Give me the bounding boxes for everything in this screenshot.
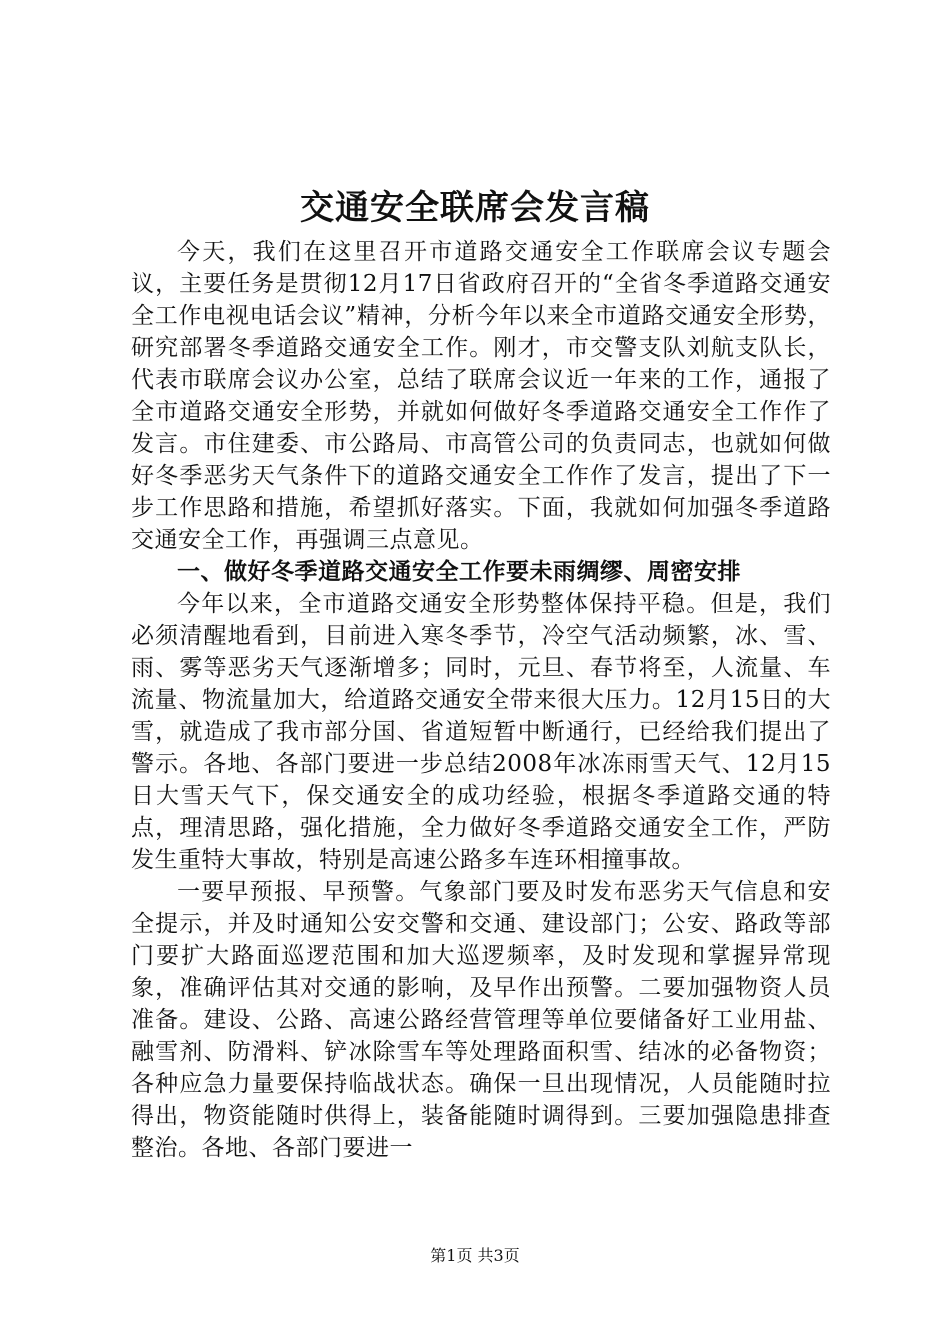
page-footer: 第1页 共3页 xyxy=(430,1246,520,1265)
situation-paragraph: 今年以来，全市道路交通安全形势整体保持平稳。但是，我们必须清醒地看到，目前进入寒冬季节，冷空气活动频繁，冰、雪、雨、雾等恶劣天气逐渐增多；同时，元旦、春节将至，人流量、车流量、物流量加大，给道路交通安全带来很大压力。12月15日的大雪，就造成了我市部分国、省道短暂中断通行，已经给我们提出了警示。各地、各部门要进一步总结2008年冰冻雨雪天气、12月15日大雪天气下，保交通安全的成功经验，根据冬季道路交通的特点，理清思路，强化措施，全力做好冬季道路交通安全工作，严防发生重特大事故，特别是高速公路多车连环相撞事故。 xyxy=(131,591,831,873)
document-title: 交通安全联席会发言稿 xyxy=(300,188,650,228)
section-heading: 一、做好冬季道路交通安全工作要未雨绸缪、周密安排 xyxy=(177,559,741,585)
intro-paragraph: 今天，我们在这里召开市道路交通安全工作联席会议专题会议，主要任务是贯彻12月17日省政府召开的“全省冬季道路交通安全工作电视电话会议”精神，分析今年以来全市道路交通安全形势，研究部署冬季道路交通安全工作。刚才，市交警支队刘航支队长，代表市联席会议办公室，总结了联席会议近一年来的工作，通报了全市道路交通安全形势，并就如何做好冬季道路交通安全工作作了发言。市住建委、市公路局、市高管公司的负责同志，也就如何做好冬季恶劣天气条件下的道路交通安全工作作了发言，提出了下一步工作思路和措施，希望抓好落实。下面，我就如何加强冬季道路交通安全工作，再强调三点意见。 xyxy=(131,239,831,553)
document-body xyxy=(131,236,831,1164)
measures-paragraph: 一要早预报、早预警。气象部门要及时发布恶劣天气信息和安全提示，并及时通知公安交警和交通、建设部门；公安、路政等部门要扩大路面巡逻范围和加大巡逻频率，及时发现和掌握异常现象，准确评估其对交通的影响，及早作出预警。二要加强物资人员准备。建设、公路、高速公路经营管理等单位要储备好工业用盐、融雪剂、防滑料、铲冰除雪车等处理路面积雪、结冰的必备物资；各种应急力量要保持临战状态。确保一旦出现情况，人员能随时拉得出，物资能随时供得上，装备能随时调得到。三要加强隐患排查整治。各地、各部门要进一 xyxy=(131,879,831,1161)
